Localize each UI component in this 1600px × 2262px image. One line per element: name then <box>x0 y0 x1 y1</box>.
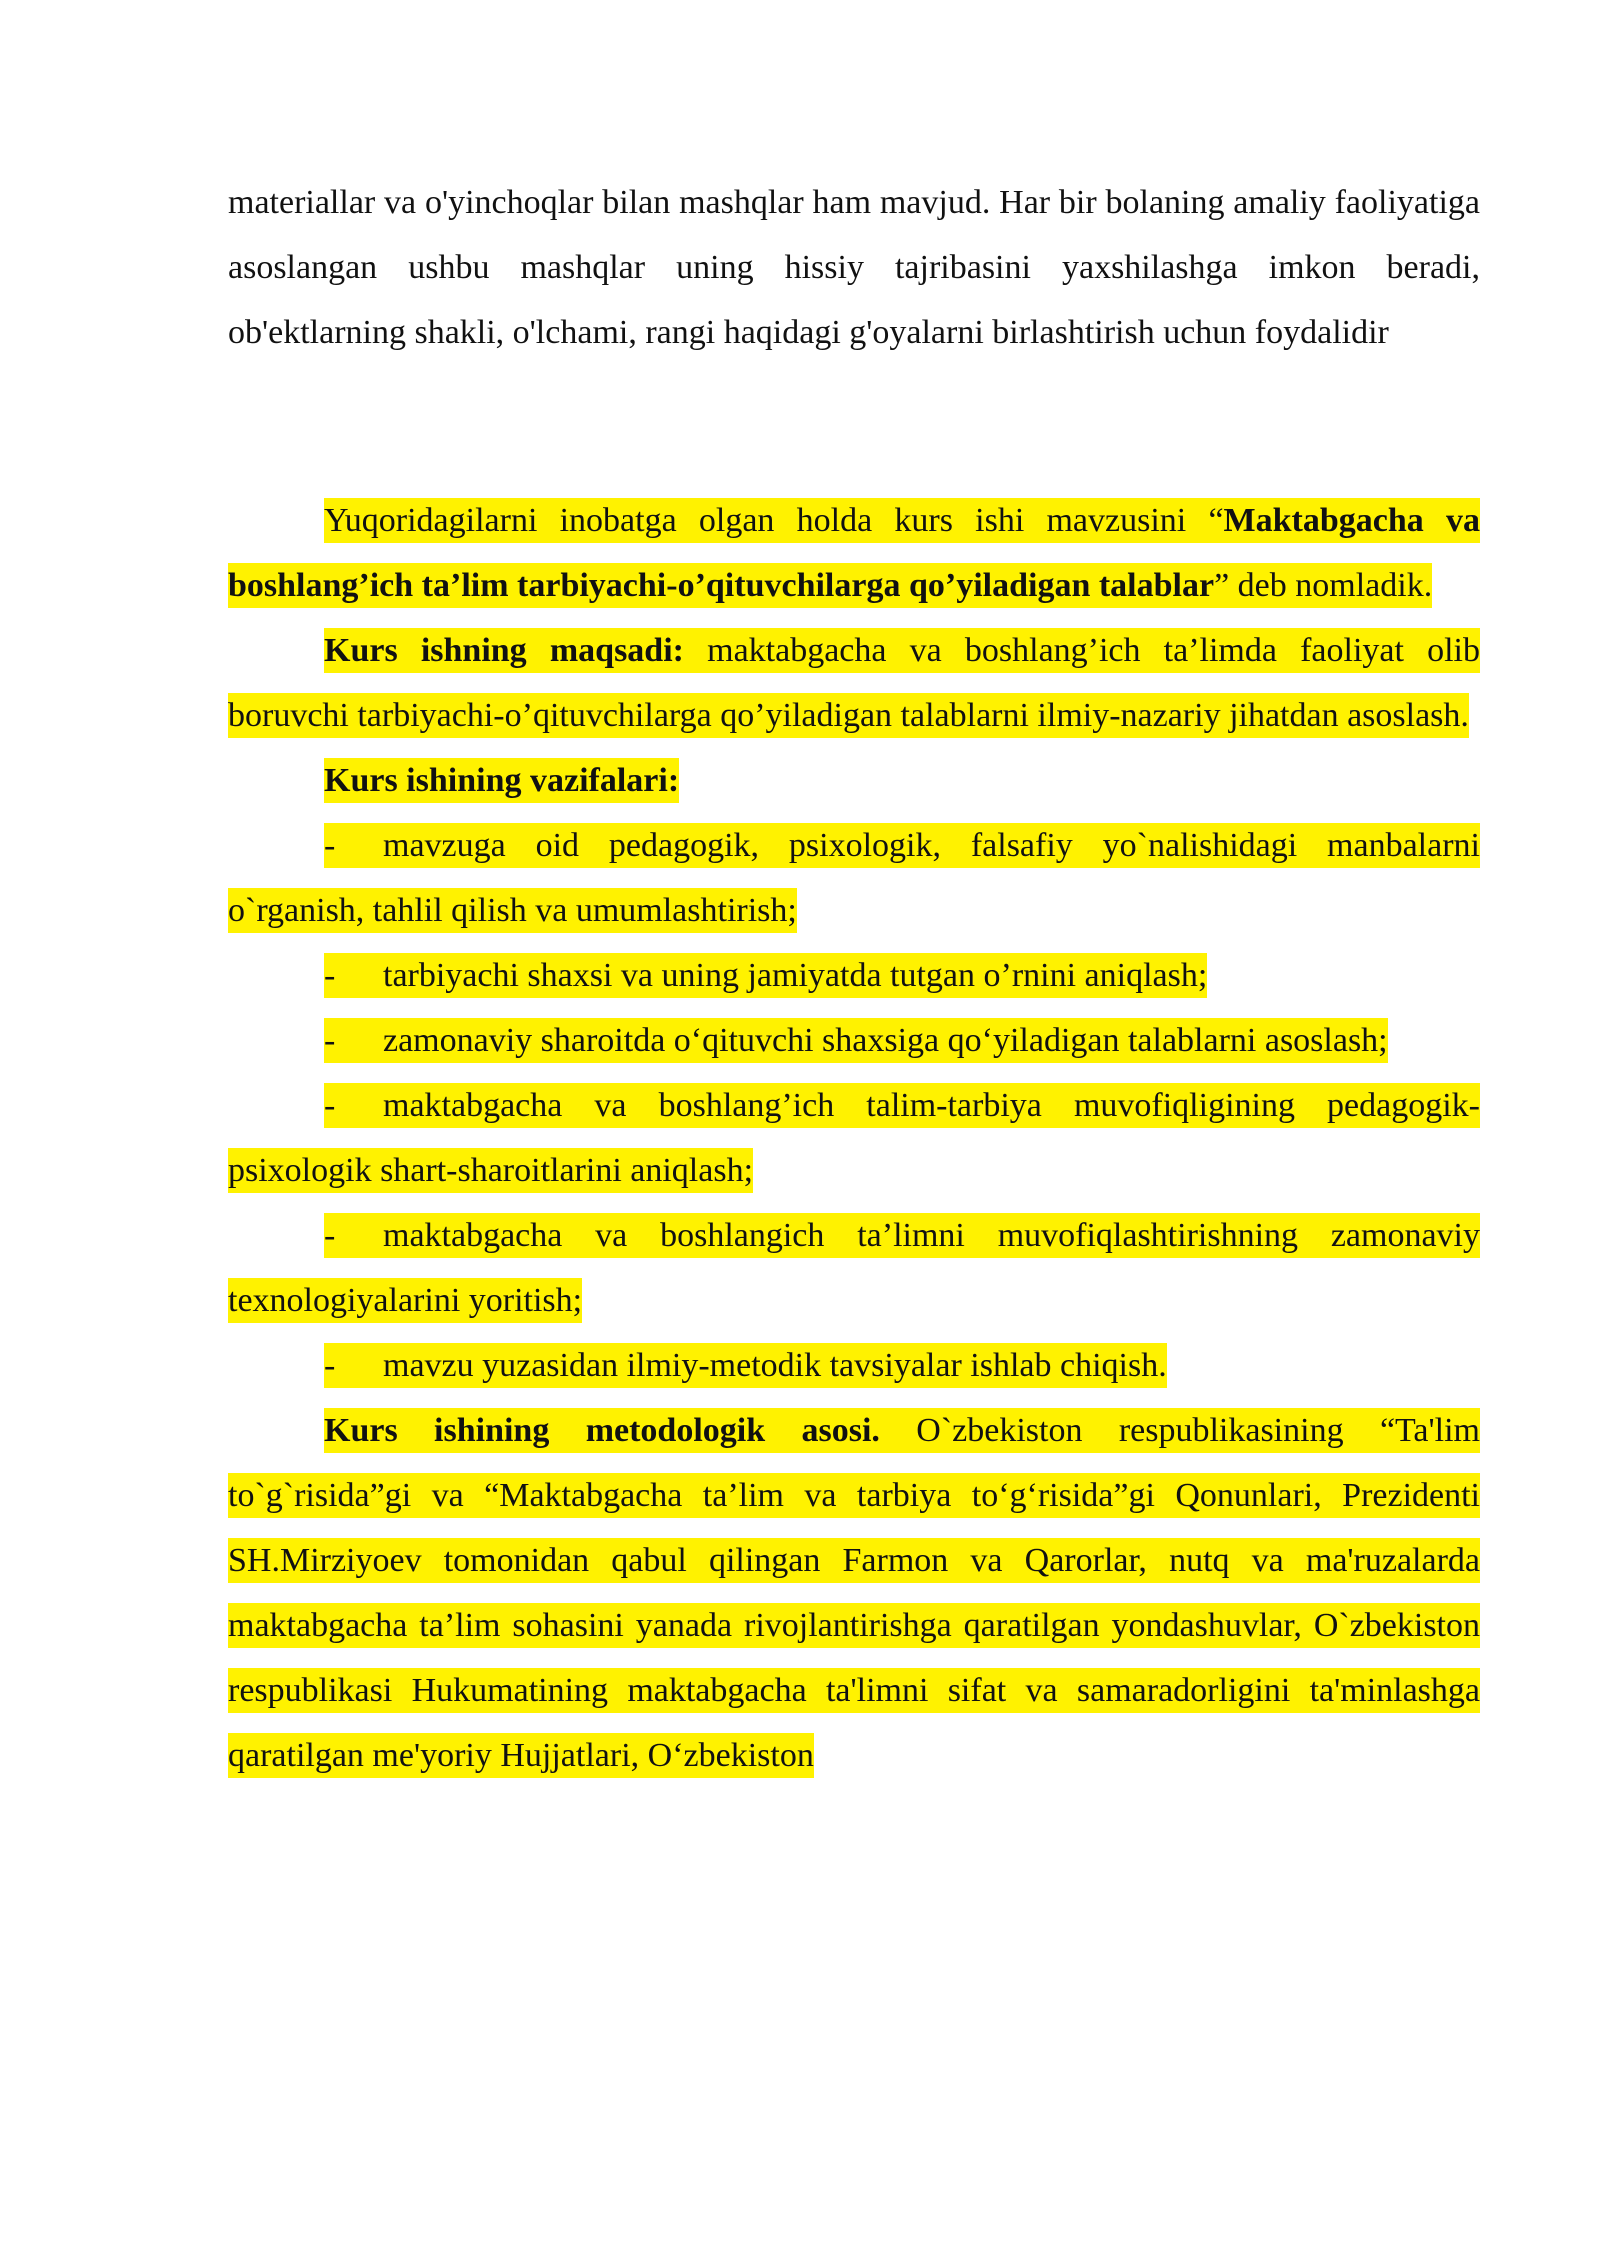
topic-post: ” deb nomladik. <box>1214 567 1433 604</box>
task-highlight <box>324 1018 1388 1063</box>
task-text: maktabgacha va boshlang’ich talim-tarbiya muvofiqligining pedagogik-psixologik shart-sharoitlarini aniqlash; <box>228 1087 1480 1189</box>
goal-paragraph <box>228 618 1480 748</box>
main-text-block <box>228 488 1480 1788</box>
tasks-heading: Kurs ishining vazifalari: <box>324 762 680 799</box>
goal-text: maktabgacha va boshlang’ich ta’limda faoliyat olib boruvchi tarbiyachi-o’qituvchilarga qo’yiladigan talablarni ilmiy-nazariy jihatdan asoslash. <box>228 632 1480 734</box>
tasks-heading-highlight <box>324 758 679 803</box>
tasks-heading-paragraph <box>228 748 1480 813</box>
methodology-text: O`zbekiston respublikasining “Ta'lim to`g`risida”gi va “Maktabgacha ta’lim va tarbiya to‘g‘risida”gi Qonunlari, Prezidenti SH.Mirziyoev tomonidan qabul qilingan Farmon va Qarorlar, nutq va ma'ruzalarda maktabgacha ta’lim sohasini yanada rivojlantirishga qaratilgan yondashuvlar, O`zbekiston respublikasi Hukumatining maktabgacha ta'limni sifat va samaradorligini ta'minlashga qaratilgan me'yoriy Hujjatlari, O‘zbekiston <box>228 1412 1480 1774</box>
dash-marker: - <box>324 1217 336 1254</box>
methodology-highlight <box>228 1408 1480 1778</box>
task-item <box>228 1203 1480 1333</box>
task-text: maktabgacha va boshlangich ta’limni muvofiqlashtirishning zamonaviy texnologiyalarini yoritish; <box>228 1217 1480 1319</box>
task-item <box>228 1333 1480 1398</box>
intro-paragraph-block <box>228 170 1480 365</box>
task-text: tarbiyachi shaxsi va uning jamiyatda tutgan o’rnini aniqlash; <box>383 957 1208 994</box>
task-text: mavzuga oid pedagogik, psixologik, falsafiy yo`nalishidagi manbalarni o`rganish, tahlil qilish va umumlashtirish; <box>228 827 1480 929</box>
task-item <box>228 1073 1480 1203</box>
dash-marker: - <box>324 827 336 864</box>
dash-marker: - <box>324 1022 336 1059</box>
topic-paragraph <box>228 488 1480 618</box>
task-highlight <box>228 823 1480 933</box>
methodology-label: Kurs ishining metodologik asosi. <box>324 1412 880 1449</box>
task-highlight <box>228 1083 1480 1193</box>
task-highlight <box>324 1343 1167 1388</box>
goal-label: Kurs ishning maqsadi: <box>324 632 684 669</box>
methodology-paragraph <box>228 1398 1480 1788</box>
task-item <box>228 813 1480 943</box>
task-text: mavzu yuzasidan ilmiy-metodik tavsiyalar ishlab chiqish. <box>383 1347 1167 1384</box>
task-highlight <box>324 953 1207 998</box>
dash-marker: - <box>324 1347 336 1384</box>
dash-marker: - <box>324 1087 336 1124</box>
task-item <box>228 1008 1480 1073</box>
topic-title: Maktabgacha va boshlang’ich ta’lim tarbiyachi-o’qituvchilarga qo’yiladigan talablar <box>228 502 1480 604</box>
topic-highlight <box>228 498 1480 608</box>
dash-marker: - <box>324 957 336 994</box>
task-item <box>228 943 1480 1008</box>
intro-paragraph: materiallar va o'yinchoqlar bilan mashqlar ham mavjud. Har bir bolaning amaliy faoliyatiga asoslangan ushbu mashqlar uning hissiy tajribasini yaxshilashga imkon beradi, ob'ektlarning shakli, o'lchami, rangi haqidagi g'oyalarni birlashtirish uchun foydalidir <box>228 184 1480 351</box>
task-text: zamonaviy sharoitda o‘qituvchi shaxsiga qo‘yiladigan talablarni asoslash; <box>383 1022 1388 1059</box>
goal-highlight <box>228 628 1480 738</box>
topic-pre: Yuqoridagilarni inobatga olgan holda kurs ishi mavzusini “ <box>324 502 1224 539</box>
task-highlight <box>228 1213 1480 1323</box>
